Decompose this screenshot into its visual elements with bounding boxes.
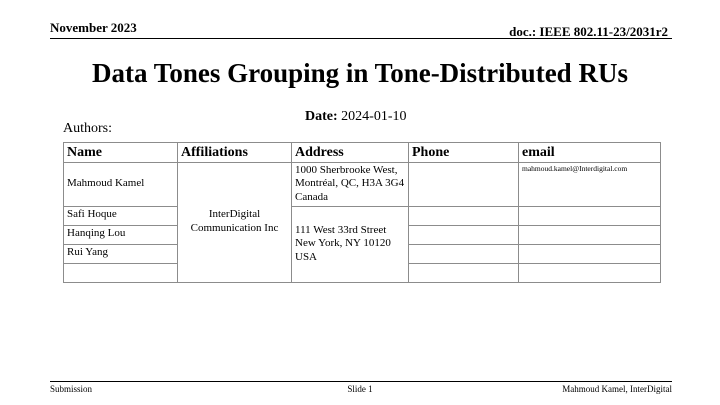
author-email: mahmoud.kamel@Interdigital.com [519,162,661,206]
author-email [519,225,661,244]
col-header-affiliations: Affiliations [178,143,292,163]
footer-author: Mahmoud Kamel, InterDigital [562,384,672,394]
date-label: Date: [305,109,338,124]
author-name [64,263,178,282]
author-phone [409,244,519,263]
author-name: Hanqing Lou [64,225,178,244]
table-row [64,162,661,206]
author-phone [409,206,519,225]
authors-table [63,142,661,283]
col-header-email: email [519,143,661,163]
col-header-address: Address [292,143,409,163]
date-value: 2024-01-10 [341,109,407,124]
author-address-1: 1000 Sherbrooke West, Montréal, QC, H3A 3G4 Canada [292,162,409,206]
header-date: November 2023 [50,20,137,35]
author-name: Rui Yang [64,244,178,263]
author-name: Safi Hoque [64,206,178,225]
footer-submission: Submission [50,384,93,394]
author-name: Mahmoud Kamel [64,162,178,206]
footer-divider [50,381,672,382]
author-email [519,206,661,225]
author-phone [409,263,519,282]
col-header-phone: Phone [409,143,519,163]
header-divider [50,38,672,39]
table-row [64,206,661,225]
author-email [519,263,661,282]
col-header-name: Name [64,143,178,163]
footer-slide-number: Slide 1 [347,384,373,394]
slide-title: Data Tones Grouping in Tone-Distributed RUs [92,58,628,88]
header-doc-id: doc.: IEEE 802.11-23/2031r2 [509,24,668,39]
authors-label: Authors: [63,121,112,136]
author-phone [409,162,519,206]
table-header-row [64,143,661,163]
author-address-2: 111 West 33rd Street New York, NY 10120 USA [292,206,409,282]
author-affiliation: InterDigital Communication Inc [178,162,292,282]
date-line [305,109,406,125]
author-phone [409,225,519,244]
author-email [519,244,661,263]
